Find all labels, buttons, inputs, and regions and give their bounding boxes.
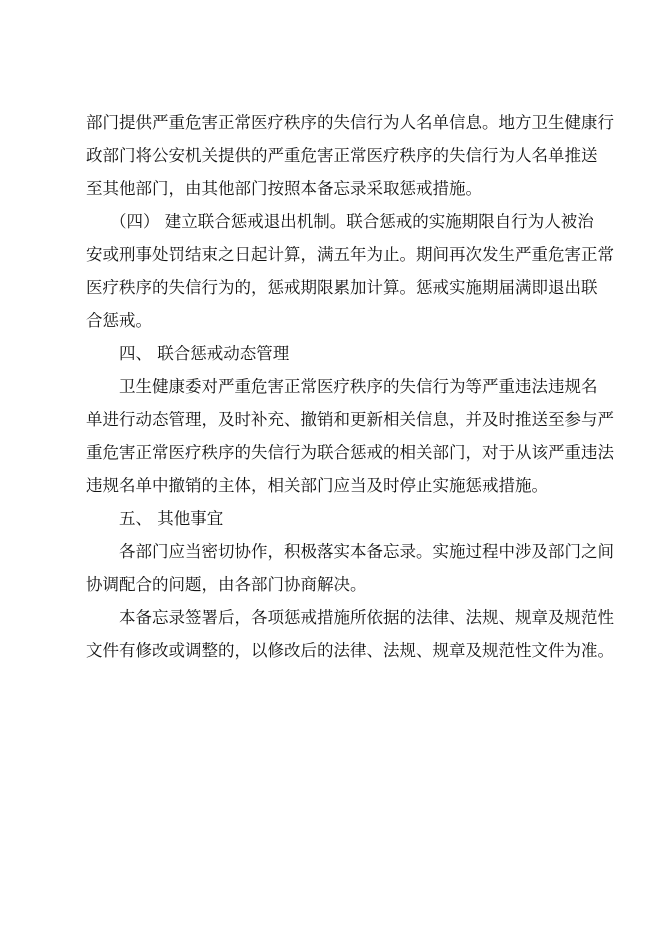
paragraph-3-line-2: 单进行动态管理，及时补充、撤销和更新相关信息，并及时推送至参与严 [86, 410, 614, 429]
paragraph-3-line-1: 卫生健康委对严重危害正常医疗秩序的失信行为等严重违法违规名 [119, 377, 598, 396]
paragraph-4-line-2: 协调配合的问题，由各部门协商解决。 [86, 575, 367, 594]
paragraph-1-line-3: 至其他部门，由其他部门按照本备忘录采取惩戒措施。 [86, 179, 482, 198]
paragraph-3-line-3: 重危害正常医疗秩序的失信行为联合惩戒的相关部门，对于从该严重违法 [86, 443, 614, 462]
paragraph-5-line-2: 文件有修改或调整的，以修改后的法律、法规、规章及规范性文件为准。 [86, 641, 614, 660]
paragraph-2-line-1: （四） 建立联合惩戒退出机制。联合惩戒的实施期限自行为人被治 [110, 212, 594, 231]
paragraph-3-line-4: 违规名单中撤销的主体，相关部门应当及时停止实施惩戒措施。 [86, 476, 548, 495]
paragraph-2-line-2: 安或刑事处罚结束之日起计算，满五年为止。期间再次发生严重危害正常 [86, 245, 614, 264]
section-heading-4: 四、 联合惩戒动态管理 [119, 344, 290, 363]
paragraph-4-line-1: 各部门应当密切协作，积极落实本备忘录。实施过程中涉及部门之间 [119, 542, 614, 561]
section-heading-5: 五、 其他事宜 [119, 509, 224, 528]
paragraph-1-line-1: 部门提供严重危害正常医疗秩序的失信行为人名单信息。地方卫生健康行 [86, 113, 614, 132]
paragraph-1-line-2: 政部门将公安机关提供的严重危害正常医疗秩序的失信行为人名单推送 [86, 146, 598, 165]
paragraph-5-line-1: 本备忘录签署后，各项惩戒措施所依据的法律、法规、规章及规范性 [119, 608, 614, 627]
paragraph-2-line-4: 合惩戒。 [86, 311, 152, 330]
paragraph-2-line-3: 医疗秩序的失信行为的，惩戒期限累加计算。惩戒实施期届满即退出联 [86, 278, 598, 297]
